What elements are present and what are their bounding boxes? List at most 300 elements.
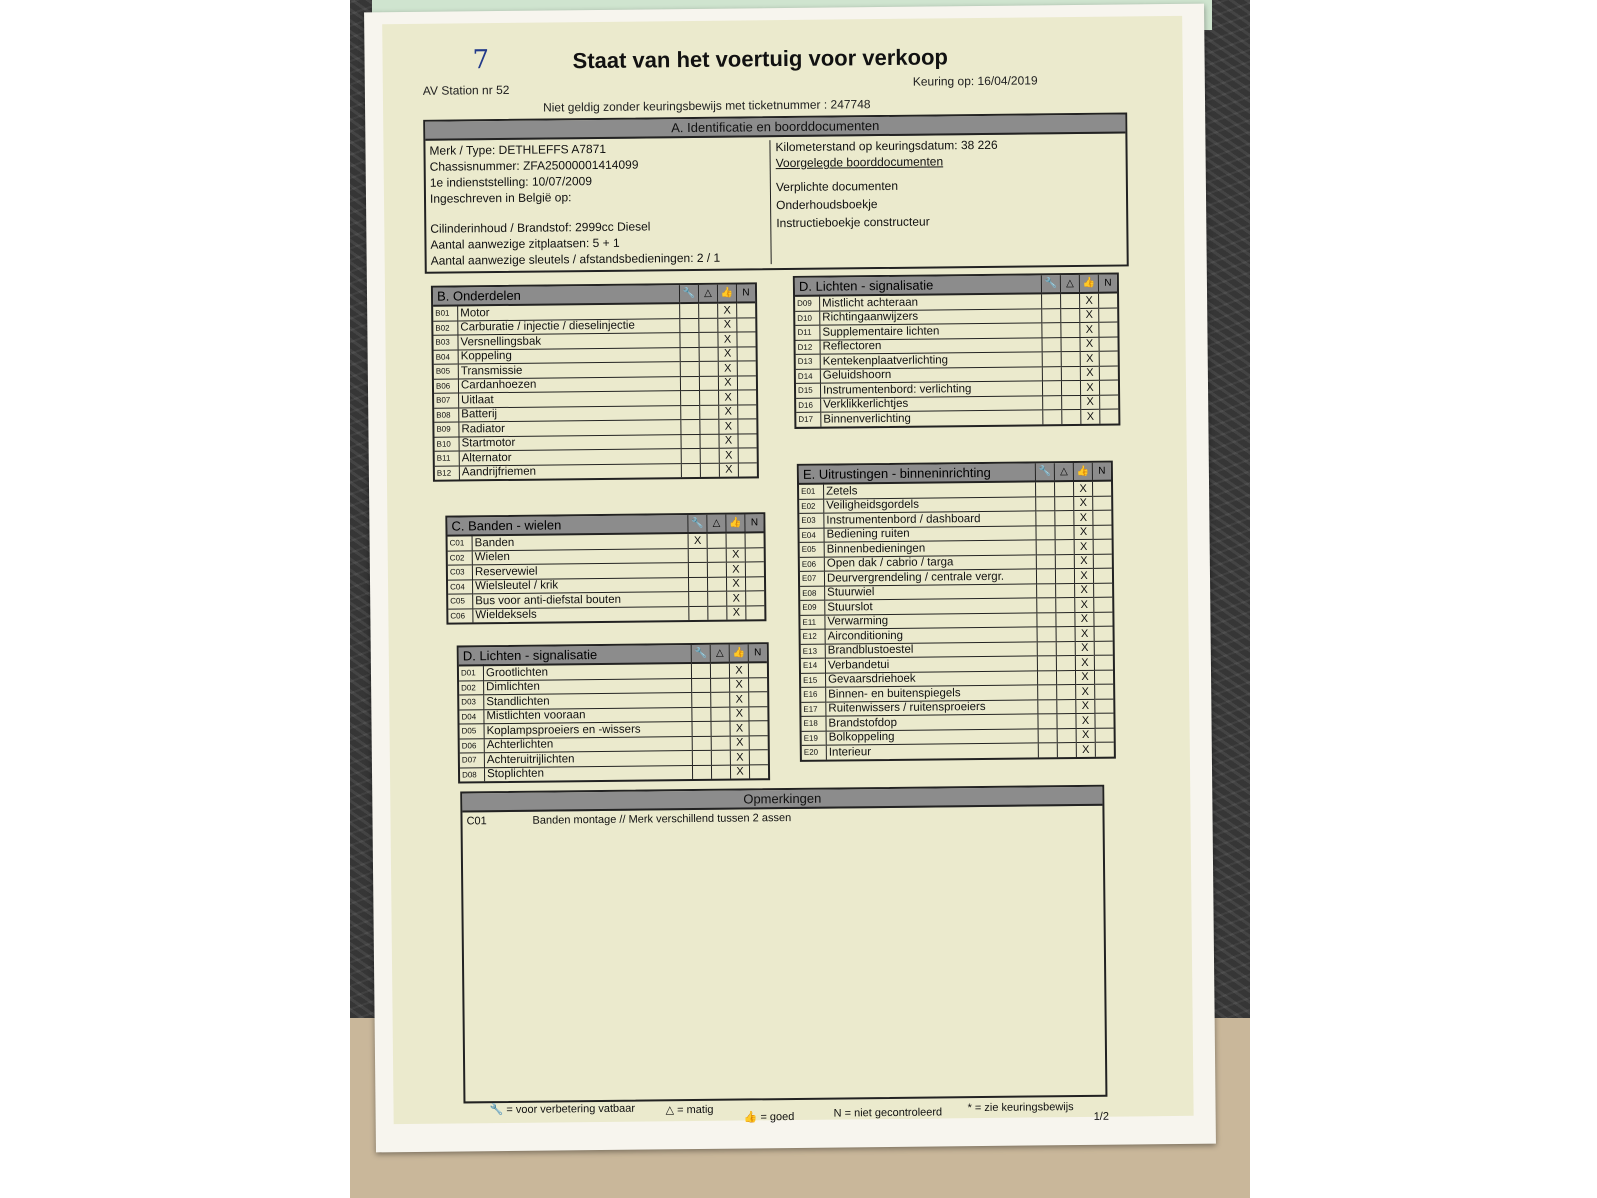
item-label: Stuurwiel: [825, 583, 1037, 600]
remarks-title: Opmerkingen: [462, 787, 1102, 813]
chassis-number: Chassisnummer: ZFA25000001414099: [429, 157, 639, 174]
item-code: D05: [460, 724, 485, 739]
wrench-icon: 🔧: [1041, 275, 1060, 293]
check-cell-n: [1093, 539, 1112, 554]
check-cell-verbetering: [1036, 481, 1055, 496]
check-cell-verbetering: [1037, 656, 1056, 671]
check-cell-verbetering: [1037, 598, 1056, 613]
item-label: Wielsleutel / krik: [472, 577, 688, 594]
item-code: D06: [460, 738, 485, 753]
item-code: C06: [448, 608, 473, 622]
thumbs-up-icon: 👍: [1079, 275, 1098, 293]
legend-goed-text: = goed: [760, 1110, 795, 1124]
check-cell-matig: [707, 533, 726, 548]
check-cell-matig: [1061, 366, 1080, 381]
check-cell-verbetering: [1038, 699, 1057, 714]
item-code: B05: [434, 364, 459, 379]
check-cell-verbetering: [1042, 366, 1061, 381]
check-cell-goed: X: [719, 390, 738, 405]
check-cell-matig: [1055, 554, 1074, 569]
item-label: Ruitenwissers / ruitensproeiers: [826, 699, 1038, 716]
wrench-icon: 🔧: [1035, 463, 1054, 481]
check-cell-matig: [699, 361, 718, 376]
item-label: Mistlicht achteraan: [820, 293, 1042, 310]
check-cell-verbetering: [1037, 641, 1056, 656]
check-cell-n: [745, 532, 764, 547]
check-cell-goed: X: [718, 303, 737, 318]
check-cell-n: [1099, 293, 1118, 308]
check-cell-matig: [1061, 380, 1080, 395]
table-row: [802, 742, 1114, 759]
check-cell-goed: X: [1076, 684, 1095, 699]
item-label: Gevaarsdriehoek: [825, 670, 1037, 687]
item-code: B09: [434, 422, 459, 437]
check-cell-matig: [1057, 685, 1076, 700]
item-code: E20: [802, 745, 827, 759]
item-label: Achteruitrijlichten: [484, 751, 692, 768]
section-b: [431, 282, 759, 481]
item-label: Reservewiel: [472, 563, 688, 580]
check-cell-matig: [699, 303, 718, 318]
check-cell-verbetering: [1036, 511, 1055, 526]
check-cell-matig: [711, 750, 730, 765]
section-a-title: A. Identificatie en boorddocumenten: [425, 114, 1125, 140]
item-label: Bus voor anti-diefstal bouten: [473, 592, 689, 609]
section-b-rows: [433, 302, 757, 479]
inspection-date: Keuring op: 16/04/2019: [912, 73, 1038, 89]
item-label: Kentekenplaatverlichting: [820, 352, 1042, 369]
check-cell-verbetering: [688, 577, 707, 592]
check-cell-matig: [699, 318, 718, 333]
check-cell-goed: X: [718, 332, 737, 347]
check-cell-goed: X: [719, 448, 738, 463]
thumbs-up-icon: 👍: [729, 644, 748, 662]
check-cell-verbetering: [681, 448, 700, 463]
item-code: B06: [434, 378, 459, 393]
ticket-notice: Niet geldig zonder keuringsbewijs met ticketnummer : 247748: [542, 97, 871, 115]
item-code: E05: [800, 542, 825, 557]
item-code: E17: [801, 702, 826, 717]
first-registration: 1e indienststelling: 10/07/2009: [429, 174, 593, 190]
check-cell-matig: [711, 707, 730, 722]
check-cell-n: [1093, 525, 1112, 540]
check-cell-goed: X: [1075, 612, 1094, 627]
item-code: E11: [800, 615, 825, 630]
legend-goed: [744, 1110, 795, 1124]
item-label: Wieldeksels: [473, 606, 689, 622]
check-cell-goed: X: [730, 735, 749, 750]
section-e-title: E. Uitrustingen - binneninrichting: [799, 463, 1036, 483]
thumbs-up-icon: 👍: [1073, 463, 1092, 481]
check-cell-goed: X: [718, 376, 737, 391]
item-label: Stuurslot: [825, 598, 1037, 615]
check-cell-goed: [726, 532, 745, 547]
check-cell-verbetering: [681, 463, 700, 477]
item-code: D02: [459, 680, 484, 695]
check-cell-matig: [1057, 714, 1076, 729]
check-cell-matig: [711, 678, 730, 693]
check-cell-goed: X: [719, 405, 738, 420]
check-cell-matig: [1061, 293, 1080, 308]
station-number: AV Station nr 52: [422, 82, 510, 98]
item-code: B07: [434, 393, 459, 408]
item-label: Verklikkerlichtjes: [821, 395, 1043, 412]
check-cell-n: [1095, 684, 1114, 699]
item-code: D15: [796, 383, 821, 398]
item-code: E09: [800, 600, 825, 615]
check-cell-goed: X: [1074, 554, 1093, 569]
check-cell-n: [749, 677, 768, 692]
item-label: Bolkoppeling: [826, 728, 1038, 745]
check-cell-verbetering: [692, 736, 711, 751]
check-cell-n: [737, 302, 756, 317]
check-cell-matig: [707, 562, 726, 577]
check-cell-goed: X: [1076, 742, 1095, 756]
item-code: D03: [459, 695, 484, 710]
check-cell-n: [1094, 597, 1113, 612]
item-label: Radiator: [459, 420, 681, 437]
item-label: Alternator: [459, 449, 681, 466]
item-label: Stoplichten: [484, 765, 692, 781]
item-label: Binnenverlichting: [821, 410, 1043, 426]
item-code: E07: [800, 571, 825, 586]
form-sheet: [382, 16, 1193, 1124]
check-cell-n: [737, 332, 756, 347]
item-label: Uitlaat: [459, 391, 681, 408]
check-cell-goed: X: [1075, 583, 1094, 598]
check-cell-goed: X: [718, 318, 737, 333]
item-code: B02: [433, 320, 458, 335]
check-cell-matig: [707, 548, 726, 563]
check-cell-goed: X: [1076, 699, 1095, 714]
check-cell-n: [749, 750, 768, 765]
check-cell-verbetering: [1043, 395, 1062, 410]
check-cell-verbetering: [692, 678, 711, 693]
check-cell-verbetering: [680, 318, 699, 333]
check-cell-goed: X: [1075, 597, 1094, 612]
item-label: Carburatie / injectie / dieselinjectie: [458, 318, 680, 335]
thumbs-up-icon: 👍: [743, 1111, 758, 1124]
check-cell-matig: [1056, 598, 1075, 613]
check-cell-verbetering: [1042, 381, 1061, 396]
check-cell-goed: X: [719, 419, 738, 434]
check-cell-matig: [700, 434, 719, 449]
item-label: Deurvergrendeling / centrale vergr.: [824, 569, 1036, 586]
check-cell-matig: [1057, 728, 1076, 743]
item-code: C02: [448, 550, 473, 565]
check-cell-verbetering: [688, 548, 707, 563]
check-cell-verbetering: [1036, 525, 1055, 540]
check-cell-verbetering: [681, 405, 700, 420]
section-e: [797, 461, 1116, 762]
check-cell-verbetering: [681, 419, 700, 434]
item-code: E01: [799, 484, 824, 499]
check-cell-verbetering: [681, 390, 700, 405]
check-cell-goed: X: [730, 692, 749, 707]
check-cell-goed: X: [730, 764, 749, 778]
check-cell-n: [738, 404, 757, 419]
item-label: Koppeling: [458, 347, 680, 364]
warning-icon: △: [707, 515, 726, 533]
item-code: E15: [801, 673, 826, 688]
check-cell-n: [738, 433, 757, 448]
check-cell-matig: [1057, 699, 1076, 714]
check-cell-matig: [699, 376, 718, 391]
item-label: Koplampsproeiers en -wissers: [484, 722, 692, 739]
check-cell-n: [1099, 337, 1118, 352]
check-cell-verbetering: [1036, 540, 1055, 555]
check-cell-goed: X: [727, 591, 746, 606]
check-cell-verbetering: [692, 750, 711, 765]
check-cell-matig: [699, 347, 718, 362]
section-d2-rows: [795, 293, 1118, 427]
warning-icon: △: [1060, 275, 1079, 293]
item-label: Banden: [472, 533, 688, 550]
item-code: D17: [796, 412, 821, 426]
check-cell-goed: X: [1074, 496, 1093, 511]
check-cell-matig: [1056, 627, 1075, 642]
check-cell-verbetering: X: [688, 533, 707, 548]
check-cell-verbetering: [1036, 569, 1055, 584]
item-label: Interieur: [826, 743, 1038, 759]
item-label: Reflectoren: [820, 337, 1042, 354]
check-cell-goed: X: [1074, 568, 1093, 583]
check-cell-n: [738, 462, 757, 476]
check-cell-verbetering: [1037, 627, 1056, 642]
check-cell-verbetering: [688, 562, 707, 577]
check-cell-n: [1094, 641, 1113, 656]
section-b-table: [433, 284, 757, 479]
check-cell-matig: [1056, 641, 1075, 656]
mandatory-documents: Verplichte documenten: [775, 178, 899, 195]
check-cell-matig: [700, 405, 719, 420]
item-label: Verbandetui: [825, 656, 1037, 673]
item-label: Wielen: [472, 548, 688, 565]
item-label: Geluidshoorn: [820, 366, 1042, 383]
check-cell-n: [749, 692, 768, 707]
check-cell-goed: X: [1076, 728, 1095, 743]
check-cell-n: [1093, 568, 1112, 583]
check-cell-matig: [711, 692, 730, 707]
check-cell-matig: [1055, 481, 1074, 496]
item-code: B04: [434, 349, 459, 364]
check-cell-matig: [699, 332, 718, 347]
check-cell-verbetering: [1042, 337, 1061, 352]
check-cell-verbetering: [1038, 743, 1057, 757]
section-c-table: [447, 514, 764, 622]
item-code: E19: [802, 731, 827, 746]
remark-text: Banden montage // Merk verschillend tussen 2 assen: [532, 812, 792, 827]
legend-matig-text: = matig: [677, 1103, 714, 1117]
check-cell-n: [1095, 713, 1114, 728]
check-cell-n: [1099, 380, 1118, 395]
item-label: Versnellingsbak: [458, 333, 680, 350]
item-label: Binnenbedieningen: [824, 540, 1036, 557]
item-code: D09: [795, 296, 820, 311]
check-cell-matig: [1061, 322, 1080, 337]
check-cell-verbetering: [680, 376, 699, 391]
check-cell-matig: [700, 448, 719, 463]
keys: Aantal aanwezige sleutels / afstandsbedieningen: 2 / 1: [430, 250, 721, 268]
check-cell-n: [1094, 612, 1113, 627]
check-cell-n: [1094, 583, 1113, 598]
check-cell-n: [1099, 322, 1118, 337]
item-label: Motor: [458, 303, 680, 320]
item-code: E16: [801, 687, 826, 702]
item-code: E04: [799, 528, 824, 543]
item-label: Instrumentenbord: verlichting: [820, 381, 1042, 398]
check-cell-goed: X: [726, 576, 745, 591]
item-label: Airconditioning: [825, 627, 1037, 644]
check-cell-goed: X: [730, 721, 749, 736]
remarks-box: [460, 785, 1107, 1104]
check-cell-n: [1099, 308, 1118, 323]
item-code: E08: [800, 586, 825, 601]
check-cell-n: [738, 390, 757, 405]
item-code: E02: [799, 499, 824, 514]
seats: Aantal aanwezige zitplaatsen: 5 + 1: [430, 235, 620, 252]
table-row: [796, 409, 1118, 426]
check-cell-goed: X: [719, 463, 738, 477]
check-cell-matig: [1056, 612, 1075, 627]
check-cell-goed: X: [718, 361, 737, 376]
check-cell-verbetering: [680, 361, 699, 376]
item-label: Veiligheidsgordels: [824, 496, 1036, 513]
check-cell-matig: [708, 606, 727, 620]
warning-icon: △: [710, 645, 729, 663]
check-cell-verbetering: [1038, 728, 1057, 743]
item-label: Brandblustoestel: [825, 641, 1037, 658]
check-cell-goed: X: [1074, 539, 1093, 554]
item-code: E18: [801, 716, 826, 731]
check-cell-matig: [700, 390, 719, 405]
item-code: E14: [801, 658, 826, 673]
n-column: N: [1098, 275, 1117, 293]
legend-verbetering: [489, 1102, 635, 1117]
check-cell-n: [1100, 395, 1119, 410]
check-cell-goed: X: [1081, 395, 1100, 410]
check-cell-goed: X: [1080, 380, 1099, 395]
check-cell-goed: X: [729, 662, 748, 677]
check-cell-goed: X: [730, 750, 749, 765]
wrench-icon: 🔧: [489, 1104, 504, 1117]
check-cell-n: [748, 662, 767, 677]
check-cell-matig: [1056, 583, 1075, 598]
item-label: Instrumentenbord / dashboard: [824, 511, 1036, 528]
item-code: D16: [796, 398, 821, 413]
check-cell-goed: X: [719, 434, 738, 449]
check-cell-matig: [1055, 569, 1074, 584]
section-d1-rows: [459, 662, 768, 781]
check-cell-verbetering: [1043, 410, 1062, 424]
wrench-icon: 🔧: [688, 515, 707, 533]
thumbs-up-icon: 👍: [717, 285, 736, 303]
n-column: N: [1092, 463, 1111, 481]
item-code: E06: [800, 557, 825, 572]
check-cell-n: [737, 375, 756, 390]
check-cell-n: [1093, 496, 1112, 511]
check-cell-n: [1094, 626, 1113, 641]
check-cell-matig: [1055, 511, 1074, 526]
n-column: N: [748, 644, 767, 662]
check-cell-n: [738, 419, 757, 434]
check-cell-goed: X: [730, 706, 749, 721]
check-cell-matig: [1062, 409, 1081, 423]
item-code: C03: [448, 565, 473, 580]
check-cell-n: [738, 448, 757, 463]
section-c: [445, 512, 766, 624]
check-cell-matig: [710, 663, 729, 678]
check-cell-n: [1092, 481, 1111, 496]
check-cell-goed: X: [1074, 525, 1093, 540]
check-cell-matig: [711, 765, 730, 779]
documents-heading: Voorgelegde boorddocumenten: [775, 154, 944, 171]
item-label: Verwarming: [825, 612, 1037, 629]
item-code: B11: [435, 451, 460, 466]
n-column: N: [736, 284, 755, 302]
check-cell-verbetering: [680, 303, 699, 318]
check-cell-matig: [1062, 395, 1081, 410]
check-cell-matig: [1057, 743, 1076, 757]
check-cell-n: [745, 562, 764, 577]
check-cell-verbetering: [1036, 496, 1055, 511]
check-cell-verbetering: [1038, 714, 1057, 729]
check-cell-verbetering: [1036, 554, 1055, 569]
check-cell-goed: X: [727, 605, 746, 619]
check-cell-verbetering: [1042, 323, 1061, 338]
page-number: 1/2: [1093, 1110, 1110, 1123]
item-label: Binnen- en buitenspiegels: [826, 685, 1038, 702]
check-cell-goed: X: [1076, 713, 1095, 728]
item-label: Achterlichten: [484, 736, 692, 753]
check-cell-n: [1094, 670, 1113, 685]
item-code: D13: [796, 354, 821, 369]
item-code: D14: [796, 369, 821, 384]
check-cell-n: [749, 735, 768, 750]
check-cell-n: [1095, 728, 1114, 743]
item-label: Transmissie: [458, 362, 680, 379]
check-cell-n: [1095, 699, 1114, 714]
item-code: D11: [795, 325, 820, 340]
registered-belgium: Ingeschreven in België op:: [429, 190, 572, 206]
check-cell-goed: X: [726, 547, 745, 562]
section-a: [423, 112, 1129, 273]
check-cell-n: [1094, 655, 1113, 670]
check-cell-goed: X: [1081, 409, 1100, 423]
photo-background: [350, 0, 1250, 1198]
check-cell-goed: X: [1080, 366, 1099, 381]
check-cell-n: [737, 361, 756, 376]
check-cell-goed: X: [718, 347, 737, 362]
check-cell-n: [1093, 510, 1112, 525]
item-code: B12: [435, 465, 460, 479]
check-cell-n: [745, 576, 764, 591]
legend-n: N = niet gecontroleerd: [833, 1106, 943, 1120]
item-code: E03: [799, 513, 824, 528]
check-cell-matig: [708, 591, 727, 606]
item-label: Cardanhoezen: [458, 376, 680, 393]
section-e-table: [799, 463, 1114, 760]
check-cell-matig: [700, 463, 719, 477]
manual: Instructieboekje constructeur: [776, 214, 930, 231]
check-cell-goed: X: [1075, 641, 1094, 656]
check-cell-matig: [1055, 496, 1074, 511]
item-label: Startmotor: [459, 434, 681, 451]
check-cell-matig: [1055, 540, 1074, 555]
check-cell-goed: X: [1075, 670, 1094, 685]
check-cell-n: [737, 317, 756, 332]
section-d1: [457, 642, 770, 783]
